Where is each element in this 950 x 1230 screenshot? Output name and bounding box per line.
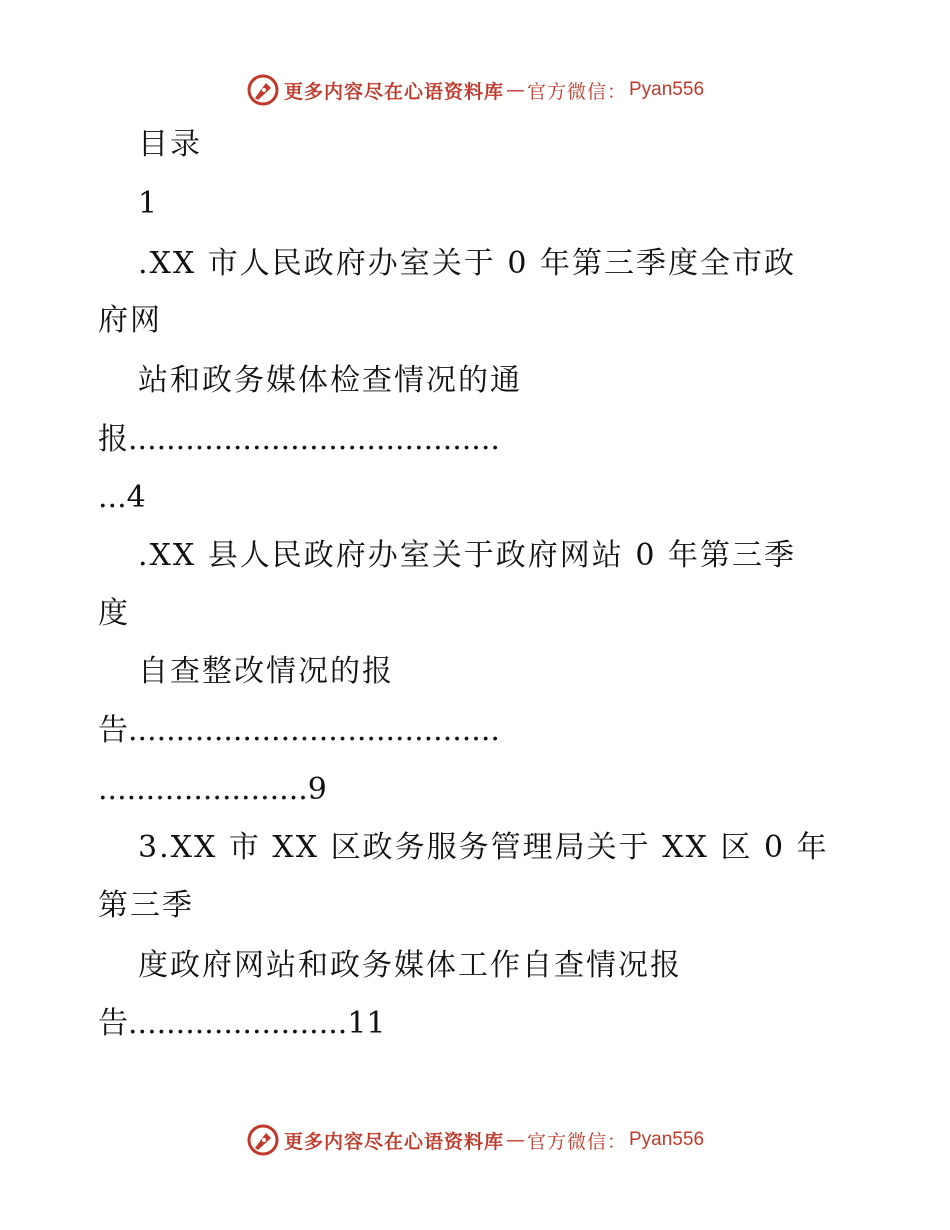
banner-wechat-id: Pyan556 <box>629 1129 705 1150</box>
footer-banner <box>0 1120 950 1160</box>
banner-dash: — <box>505 1129 525 1151</box>
banner-wechat-label: 官方微信： <box>526 80 627 103</box>
toc-title: 目录 <box>138 127 202 162</box>
toc-number-1: 1 <box>138 186 160 221</box>
toc-item-3-line-3: 度政府网站和政务媒体工作自查情况报 <box>138 948 682 983</box>
toc-item-3-leader: 告.......................11 <box>98 1006 386 1041</box>
toc-item-2-line-2: 度 <box>98 596 130 631</box>
banner-dash: — <box>505 79 525 101</box>
pen-nib-logo-icon <box>246 73 280 107</box>
toc-item-3-line-2: 第三季 <box>98 888 194 923</box>
banner-wechat-id: Pyan556 <box>629 79 705 100</box>
toc-item-1-line-1: .XX 市人民政府办室关于 0 年第三季度全市政 <box>138 246 796 281</box>
toc-item-2-leader: 告....................................... <box>98 713 500 748</box>
banner-wechat-label: 官方微信： <box>526 1130 627 1153</box>
banner-brand: 更多内容尽在心语资料库 <box>283 80 504 103</box>
toc-item-3-line-1: 3.XX 市 XX 区政务服务管理局关于 XX 区 0 年 <box>138 830 829 865</box>
toc-item-2-line-1: .XX 县人民政府办室关于政府网站 0 年第三季 <box>138 538 796 573</box>
header-banner <box>0 70 950 110</box>
toc-item-1-line-3: 站和政务媒体检查情况的通 <box>138 363 522 398</box>
toc-item-1-page: ...4 <box>98 480 146 515</box>
banner-brand: 更多内容尽在心语资料库 <box>283 1130 504 1153</box>
pen-nib-logo-icon <box>246 1123 280 1157</box>
toc-item-1-leader: 报....................................... <box>98 422 500 457</box>
toc-item-1-line-2: 府网 <box>98 303 162 338</box>
toc-item-2-line-3: 自查整改情况的报 <box>138 654 394 689</box>
toc-item-2-page: ......................9 <box>98 772 327 807</box>
